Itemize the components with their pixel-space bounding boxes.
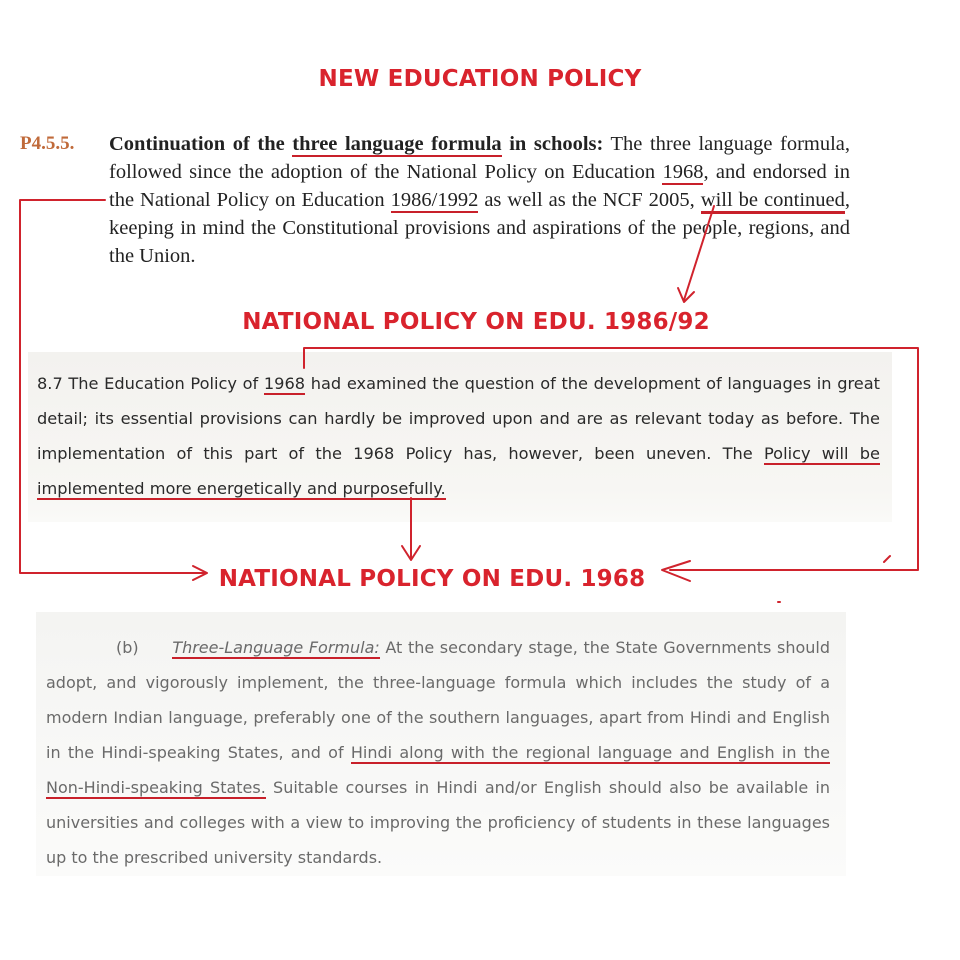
heading-npe-1968: NATIONAL POLICY ON EDU. 1968	[218, 566, 646, 592]
underlined-three-language-formula-title: Three-Language Formula:	[172, 638, 380, 657]
nep-lead-text-end: in schools:	[501, 133, 604, 155]
npe-1968-paragraph	[46, 630, 830, 875]
heading-npe-1986-92: NATIONAL POLICY ON EDU. 1986/92	[242, 309, 710, 335]
npe-1968-text: At the secondary stage, the State Governments should adopt, and vigorously implement, the three-language formula which includes the study of a modern Indian language, preferably one of the southern languages, apart from Hindi and English in the Hindi-speaking States, and of	[46, 638, 831, 762]
clause-label: (b)	[116, 638, 139, 657]
underlined-hindi-regional-english: Hindi along with the regional language and English in the Non-Hindi-speaking States.	[46, 743, 831, 797]
nep-text: The three language formula, followed since the adoption of the National Policy on Education	[109, 133, 851, 183]
underlined-will-be-continued: will be continued	[701, 189, 845, 214]
nep-lead-text: Continuation of the	[109, 133, 293, 155]
npe-1986-92-scan	[28, 352, 892, 522]
nep-text: , and endorsed in the National Policy on Education	[109, 161, 850, 211]
underlined-1968: 1968	[662, 161, 704, 183]
stray-tick	[884, 556, 890, 562]
nep-paragraph	[109, 130, 850, 270]
npe-1968-text: Suitable courses in Hindi and/or English should also be available in universities and colleges with a view to improving the proficiency of students in these languages up to the prescribed university standards.	[46, 778, 831, 867]
npe-1968-scan	[36, 612, 846, 876]
nep-excerpt	[20, 130, 850, 270]
nep-lead	[109, 133, 603, 157]
heading-new-education-policy: NEW EDUCATION POLICY	[318, 66, 642, 92]
nep-text: as well as the NCF 2005,	[478, 189, 701, 211]
underlined-1986-1992: 1986/1992	[390, 189, 479, 211]
underlined-1968-ref: 1968	[263, 374, 306, 393]
arrowhead-down-1968	[402, 546, 420, 560]
npe-8692-text: 8.7 The Education Policy of	[37, 374, 264, 393]
npe-8692-text: had examined the question of the development of languages in great detail; its essential provisions can hardly be improved upon and are as relevant today as before. The implementation of this part of the 1968 Policy has, however, been uneven. The	[37, 374, 880, 463]
arrowhead-down-8692	[678, 288, 694, 302]
underlined-three-language-formula: three language formula	[292, 133, 502, 155]
nep-text: , keeping in mind the Constitutional provisions and aspirations of the people, regions, and the Union.	[109, 189, 850, 267]
underlined-implemented-energetically: Policy will be implemented more energetically and purposefully.	[37, 444, 880, 498]
paragraph-number: P4.5.5.	[20, 133, 75, 154]
npe-1986-92-paragraph	[37, 366, 880, 506]
